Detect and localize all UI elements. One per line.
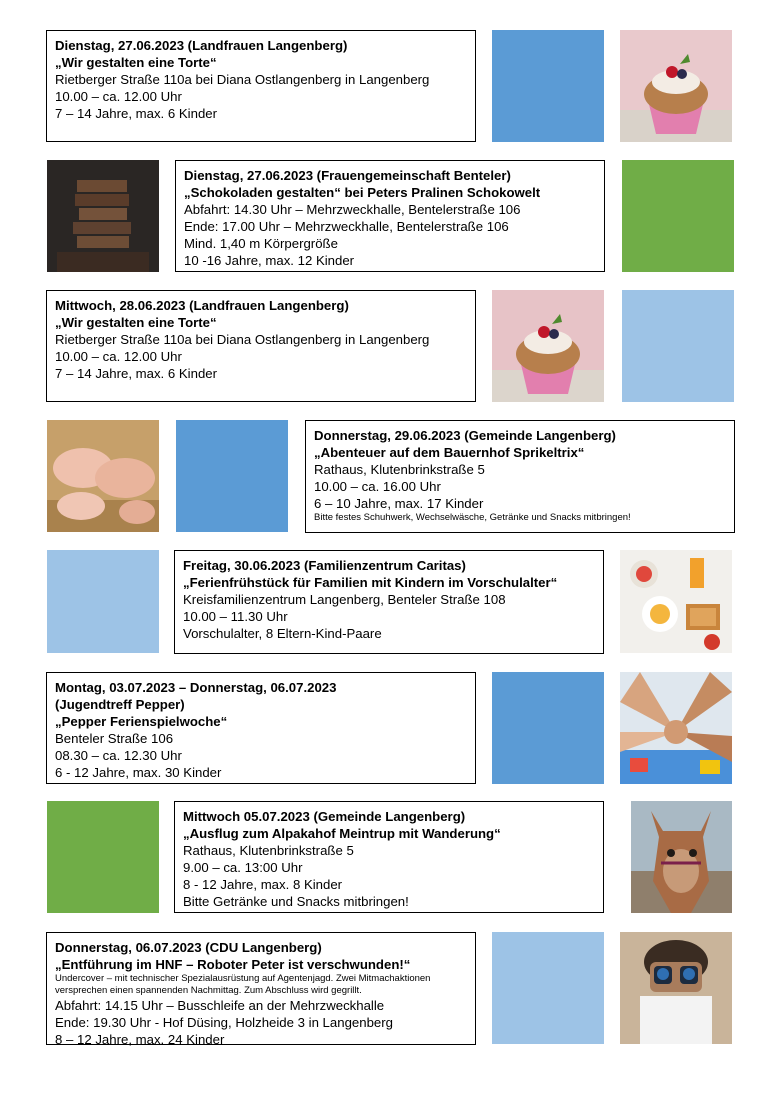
decor-square-light-blue [492, 932, 604, 1044]
alpaca-photo [631, 801, 732, 913]
breakfast-photo [620, 550, 732, 653]
event-date-host: Montag, 03.07.2023 – Donnerstag, 06.07.2023 [55, 680, 337, 695]
event-organizer: (Jugendtreff Pepper) [55, 697, 185, 712]
decor-square-green [622, 160, 734, 272]
event-location: Rietberger Straße 110a bei Diana Ostlangenberg in Langenberg [55, 332, 430, 347]
cupcake-photo [492, 290, 604, 402]
event-location: Rietberger Straße 110a bei Diana Ostlangenberg in Langenberg [55, 72, 430, 87]
event-date-host: Dienstag, 27.06.2023 (Frauengemeinschaft Benteler) [184, 168, 511, 183]
event-date-host: Mittwoch 05.07.2023 (Gemeinde Langenberg) [183, 809, 466, 824]
binoculars-child-photo [620, 932, 732, 1044]
event-title: „Pepper Ferienspielwoche“ [55, 714, 228, 729]
event-title: „Abenteuer auf dem Bauernhof Sprikeltrix“ [314, 445, 585, 460]
event-location: Kreisfamilienzentrum Langenberg, Benteler Straße 108 [183, 592, 506, 607]
event-title: „Schokoladen gestalten“ bei Peters Pralinen Schokowelt [184, 185, 541, 200]
decor-square-blue [492, 672, 604, 784]
event-age-capacity: 7 – 14 Jahre, max. 6 Kinder [55, 366, 218, 381]
event-location: Benteler Straße 106 [55, 731, 174, 746]
event-requirement: Mind. 1,40 m Körpergröße [184, 236, 338, 251]
event-card-3 [46, 290, 476, 402]
event-date-host: Dienstag, 27.06.2023 (Landfrauen Langenberg) [55, 38, 348, 53]
event-departure: Abfahrt: 14.15 Uhr – Busschleife an der Mehrzweckhalle [55, 998, 385, 1013]
cupcake-photo [620, 30, 732, 142]
event-card-1 [46, 30, 476, 142]
event-time: 10.00 – ca. 12.00 Uhr [55, 89, 182, 104]
chocolate-stack-photo [47, 160, 159, 272]
event-card-7 [174, 801, 604, 913]
event-end: Ende: 17.00 Uhr – Mehrzweckhalle, Bentelerstraße 106 [184, 219, 509, 234]
event-departure: Abfahrt: 14.30 Uhr – Mehrzweckhalle, Bentelerstraße 106 [184, 202, 521, 217]
piglets-photo [47, 420, 159, 532]
event-note: Bitte Getränke und Snacks mitbringen! [183, 894, 409, 909]
event-location: Rathaus, Klutenbrinkstraße 5 [183, 843, 354, 858]
event-age-capacity: 6 – 10 Jahre, max. 17 Kinder [314, 496, 484, 511]
event-age-capacity: 6 - 12 Jahre, max. 30 Kinder [55, 765, 222, 780]
decor-square-blue [492, 30, 604, 142]
event-card-2 [175, 160, 605, 272]
event-description: Undercover – mit technischer Spezialausrüstung auf Agentenjagd. Zwei Mitmachaktionen versprechen einen spannenden Nachmittag. Zum Abschluss wird gegrillt. [55, 973, 431, 996]
event-card-5 [174, 550, 604, 654]
event-end: Ende: 19.30 Uhr - Hof Düsing, Holzheide 3 in Langenberg [55, 1015, 393, 1030]
decor-square-light-blue [47, 550, 159, 653]
event-location: Rathaus, Klutenbrinkstraße 5 [314, 462, 485, 477]
event-note: Bitte festes Schuhwerk, Wechselwäsche, Getränke und Snacks mitbringen! [314, 512, 631, 523]
event-title: „Ausflug zum Alpakahof Meintrup mit Wanderung“ [183, 826, 501, 841]
event-age-capacity: 8 - 12 Jahre, max. 8 Kinder [183, 877, 343, 892]
event-time: 9.00 – ca. 13:00 Uhr [183, 860, 303, 875]
event-age-capacity: Vorschulalter, 8 Eltern-Kind-Paare [183, 626, 382, 641]
event-time: 10.00 – 11.30 Uhr [183, 609, 288, 624]
decor-square-green [47, 801, 159, 913]
event-date-host: Donnerstag, 29.06.2023 (Gemeinde Langenberg) [314, 428, 616, 443]
decor-square-light-blue [622, 290, 734, 402]
event-age-capacity: 8 – 12 Jahre, max. 24 Kinder [55, 1032, 225, 1047]
event-age-capacity: 7 – 14 Jahre, max. 6 Kinder [55, 106, 218, 121]
event-card-4 [305, 420, 735, 533]
hands-together-photo [620, 672, 732, 784]
event-title: „Wir gestalten eine Torte“ [55, 315, 217, 330]
event-time: 10.00 – ca. 12.00 Uhr [55, 349, 182, 364]
event-time: 10.00 – ca. 16.00 Uhr [314, 479, 441, 494]
event-date-host: Mittwoch, 28.06.2023 (Landfrauen Langenberg) [55, 298, 349, 313]
event-time: 08.30 – ca. 12.30 Uhr [55, 748, 182, 763]
event-title: „Ferienfrühstück für Familien mit Kindern im Vorschulalter“ [183, 575, 558, 590]
event-title: „Wir gestalten eine Torte“ [55, 55, 217, 70]
event-card-6 [46, 672, 476, 784]
event-date-host: Donnerstag, 06.07.2023 (CDU Langenberg) [55, 940, 322, 955]
event-card-8 [46, 932, 476, 1045]
event-age-capacity: 10 -16 Jahre, max. 12 Kinder [184, 253, 355, 268]
event-title: „Entführung im HNF – Roboter Peter ist verschwunden!“ [55, 957, 411, 972]
event-date-host: Freitag, 30.06.2023 (Familienzentrum Caritas) [183, 558, 466, 573]
decor-square-blue [176, 420, 288, 532]
